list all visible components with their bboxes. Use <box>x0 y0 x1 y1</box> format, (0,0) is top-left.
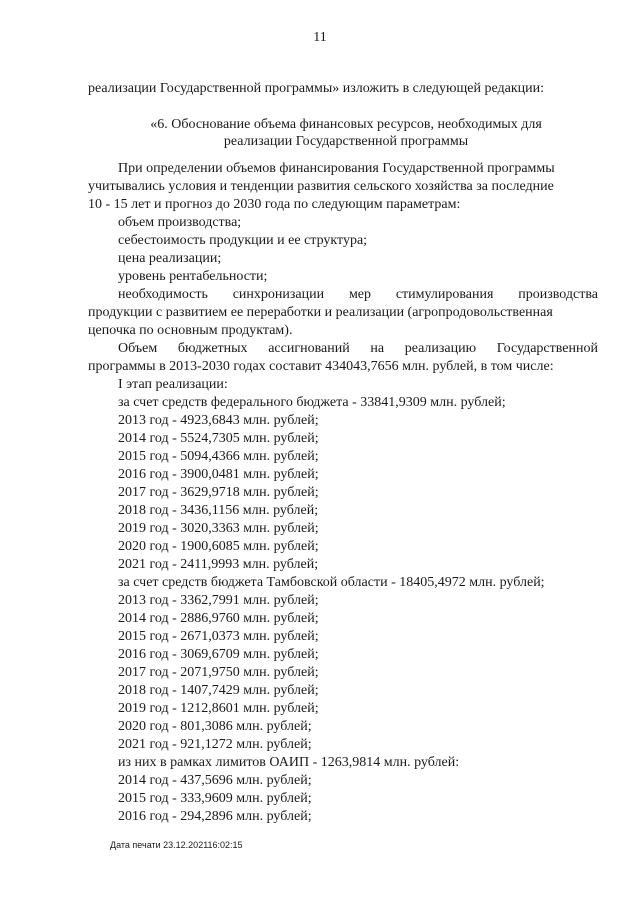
section-heading-line: реализации Государственной программы <box>223 134 469 149</box>
federal-budget-item: 2017 год - 3629,9718 млн. рублей; <box>118 485 319 500</box>
paragraph-line: продукции с развитием ее переработки и реализации (агропродовольственная <box>88 305 553 320</box>
regional-budget-item: 2014 год - 2886,9760 млн. рублей; <box>118 611 319 626</box>
regional-budget-item: 2019 год - 1212,8601 млн. рублей; <box>118 701 319 716</box>
paragraph-line: цепочка по основным продуктам). <box>88 323 293 338</box>
section-heading <box>118 116 574 150</box>
paragraph-line: необходимость синхронизации мер стимулирования производства <box>118 287 598 302</box>
paragraph-budget-total <box>88 340 598 376</box>
federal-budget-item: 2016 год - 3900,0481 млн. рублей; <box>118 467 319 482</box>
federal-budget-item: 2020 год - 1900,6085 млн. рублей; <box>118 539 319 554</box>
regional-budget-item: 2021 год - 921,1272 млн. рублей; <box>118 737 312 752</box>
federal-budget-item: 2015 год - 5094,4366 млн. рублей; <box>118 449 319 464</box>
federal-budget-item: 2019 год - 3020,3363 млн. рублей; <box>118 521 319 536</box>
parameter-item: цена реализации; <box>118 251 222 266</box>
regional-budget-item: 2013 год - 3362,7991 млн. рублей; <box>118 593 319 608</box>
paragraph-line: учитывались условия и тенденции развития сельского хозяйства за последние <box>88 179 554 194</box>
oaip-item: 2016 год - 294,2896 млн. рублей; <box>118 809 312 824</box>
regional-budget-item: 2016 год - 3069,6709 млн. рублей; <box>118 647 319 662</box>
paragraph-line: программы в 2013-2030 годах составит 434043,7656 млн. рублей, в том числе: <box>88 359 554 374</box>
paragraph-line: Объем бюджетных ассигнований на реализацию Государственной <box>118 341 598 356</box>
parameter-item: себестоимость продукции и ее структура; <box>118 233 368 248</box>
oaip-item: 2015 год - 333,9609 млн. рублей; <box>118 791 312 806</box>
federal-budget-item: 2013 год - 4923,6843 млн. рублей; <box>118 413 319 428</box>
federal-budget-item: 2018 год - 3436,1156 млн. рублей; <box>118 503 319 518</box>
paragraph-synchronization <box>88 286 598 340</box>
regional-budget-item: 2015 год - 2671,0373 млн. рублей; <box>118 629 319 644</box>
regional-budget-item: 2018 год - 1407,7429 млн. рублей; <box>118 683 319 698</box>
section-heading-line: «6. Обоснование объема финансовых ресурсов, необходимых для <box>150 117 542 132</box>
section-body <box>88 160 598 826</box>
federal-budget-title: за счет средств федерального бюджета - 33841,9309 млн. рублей; <box>118 395 506 410</box>
regional-budget-item: 2017 год - 2071,9750 млн. рублей; <box>118 665 319 680</box>
parameter-item: объем производства; <box>118 215 242 230</box>
federal-budget-item: 2021 год - 2411,9993 млн. рублей; <box>118 557 319 572</box>
print-date-footer: Дата печати 23.12.202116:02:15 <box>110 840 243 850</box>
page-number: 11 <box>313 30 327 45</box>
federal-budget-item: 2014 год - 5524,7305 млн. рублей; <box>118 431 319 446</box>
paragraph-line: При определении объемов финансирования Государственной программы <box>118 161 555 176</box>
paragraph-line: 10 - 15 лет и прогноз до 2030 года по следующим параметрам: <box>88 197 461 212</box>
paragraph-financing-basis <box>88 160 598 214</box>
oaip-title: из них в рамках лимитов ОАИП - 1263,9814 млн. рублей: <box>118 755 460 770</box>
regional-budget-item: 2020 год - 801,3086 млн. рублей; <box>118 719 312 734</box>
oaip-item: 2014 год - 437,5696 млн. рублей; <box>118 773 312 788</box>
regional-budget-title: за счет средств бюджета Тамбовской области - 18405,4972 млн. рублей; <box>118 575 545 590</box>
stage-title: I этап реализации: <box>118 377 228 392</box>
intro-line: реализации Государственной программы» изложить в следующей редакции: <box>88 81 545 96</box>
parameter-item: уровень рентабельности; <box>118 269 268 284</box>
